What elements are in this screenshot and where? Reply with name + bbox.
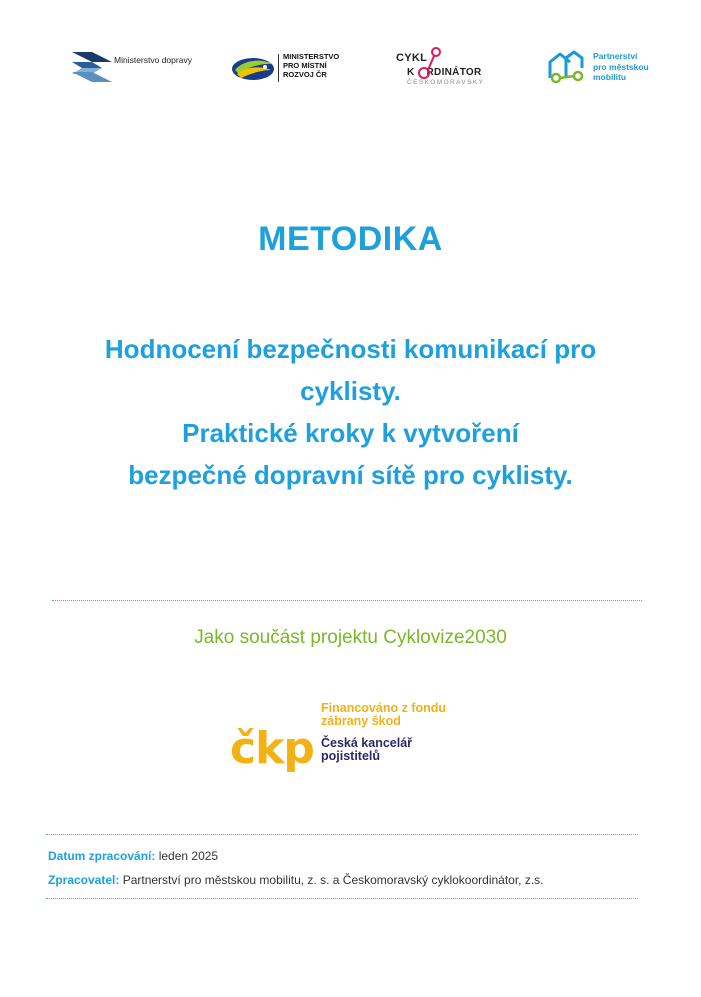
pmm-logo [546,48,656,84]
ckp-name [321,737,481,763]
cyklo-label-line1: CYKL [396,52,428,64]
pmm-icon [546,48,588,84]
ministerstvo-dopravy-icon [70,50,114,86]
author-value: Partnerství pro městskou mobilitu, z. s. a Českomoravský cyklokoordinátor, z.s. [119,873,544,887]
date-label: Datum zpracování: [48,849,156,863]
pmm-label-line3: mobilitu [593,72,627,82]
ministerstvo-dopravy-label: Ministerstvo dopravy [114,55,192,65]
subtitle-line-4: bezpečné dopravní sítě pro cyklisty. [128,460,573,490]
subtitle-line-1: Hodnocení bezpečnosti komunikací pro [104,334,597,364]
mmr-label-line3: ROZVOJ ČR [283,70,327,79]
project-note: Jako součást projektu Cyklovize2030 [194,627,507,648]
cyklo-label-k: K [407,67,415,78]
cyklokoordinator-logo [396,44,506,84]
cyklo-label-rdinator: RDINÁTOR [426,67,482,78]
ckp-wordmark: čkp [230,723,314,774]
document-title: METODIKA [258,220,443,258]
pmm-label-line2: pro městskou [593,61,649,72]
mmr-logo [231,52,351,88]
subtitle-line-3: Praktické kroky k vytvoření [182,418,519,448]
author-row [48,873,544,887]
ckp-logo [230,724,320,774]
ckp-funding-line1: Financováno z fondu [321,701,446,715]
ckp-funding-line2: zábrany škod [321,714,401,728]
pmm-label-line1: Partnerství [593,51,638,61]
bicycle-wheel-icon [396,44,456,84]
divider-top [52,600,642,601]
mmr-separator [278,54,279,82]
subtitle-line-2: cyklisty. [300,376,401,406]
mmr-icon [231,54,275,82]
ministerstvo-dopravy-logo [70,50,210,86]
mmr-label [283,52,339,79]
pmm-label [593,51,649,83]
ckp-name-line2: pojistitelů [321,749,381,763]
divider-meta-bottom [46,898,638,899]
cyklo-label-line3: ČESKOMORAVSKÝ [407,79,485,86]
mmr-label-line2: PRO MÍSTNÍ [283,61,327,70]
date-row [48,849,218,863]
document-subtitle [60,328,641,496]
divider-meta-top [46,834,638,835]
date-value: leden 2025 [155,849,219,863]
ckp-funding-note [321,702,481,728]
mmr-label-line1: MINISTERSTVO [283,52,340,61]
ckp-name-line1: Česká kancelář [321,736,413,750]
author-label: Zpracovatel: [48,873,120,887]
